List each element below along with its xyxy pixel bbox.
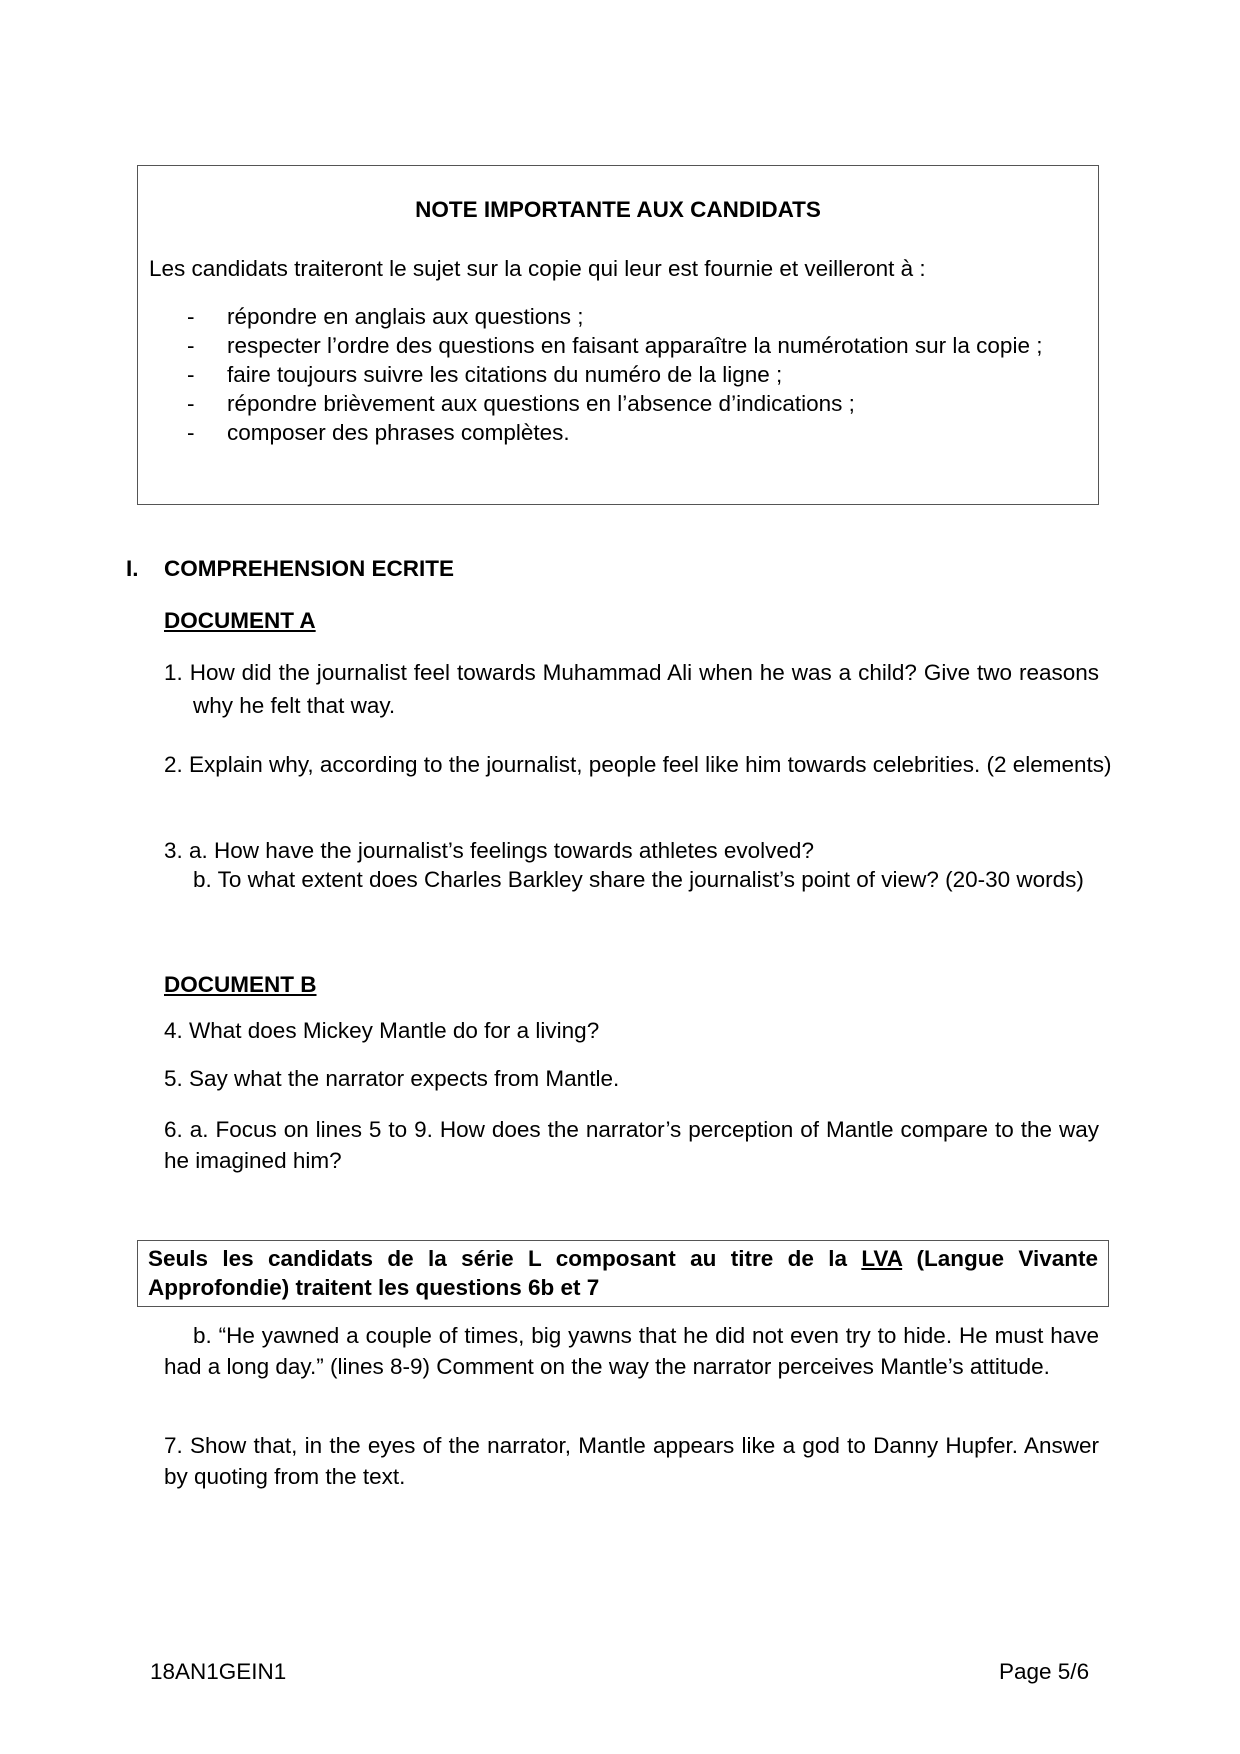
list-item: - faire toujours suivre les citations du numéro de la ligne ; — [187, 362, 783, 387]
note-intro: Les candidats traiteront le sujet sur la copie qui leur est fournie et veilleront à : — [149, 256, 926, 281]
question-5: 5. Say what the narrator expects from Mantle. — [164, 1066, 620, 1091]
note-bullet-list — [187, 302, 1091, 447]
list-item: - répondre brièvement aux questions en l’absence d’indications ; — [187, 391, 855, 416]
document-a-title: DOCUMENT A — [164, 608, 316, 633]
list-item: - répondre en anglais aux questions ; — [187, 304, 584, 329]
question-2: 2. Explain why, according to the journalist, people feel like him towards celebrities. (2 elements) — [164, 752, 1112, 777]
footer-page-number: Page 5/6 — [999, 1659, 1090, 1684]
document-b-title: DOCUMENT B — [164, 972, 317, 997]
section-heading — [126, 554, 454, 583]
section-title: COMPREHENSION ECRITE — [164, 556, 455, 581]
question-3a: 3. a. How have the journalist’s feelings towards athletes evolved? — [164, 838, 814, 863]
question-6a: 6. a. Focus on lines 5 to 9. How does the narrator’s perception of Mantle compare to the way he imagined him? — [164, 1117, 1099, 1173]
footer-code: 18AN1GEIN1 — [150, 1659, 287, 1684]
list-item: - composer des phrases complètes. — [187, 420, 570, 445]
list-item: - respecter l’ordre des questions en faisant apparaître la numérotation sur la copie ; — [187, 333, 1043, 358]
lva-text-after: (Langue Vivante Approfondie) traitent les questions 6b et 7 — [148, 1246, 1098, 1300]
question-1-text: 1. How did the journalist feel towards Muhammad Ali when he was a child? Give two reasons why he felt that way. — [164, 660, 1099, 718]
section-number: I. — [126, 556, 139, 581]
question-7: 7. Show that, in the eyes of the narrator, Mantle appears like a god to Danny Hupfer. Answer by quoting from the text. — [164, 1433, 1099, 1489]
note-box — [137, 165, 1099, 505]
note-title: NOTE IMPORTANTE AUX CANDIDATS — [415, 197, 821, 222]
question-6b: b. “He yawned a couple of times, big yawns that he did not even try to hide. He must have had a long day.” (lines 8-9) Comment on the way the narrator perceives Mantle’s attitude. — [164, 1323, 1099, 1379]
lva-acronym: LVA — [861, 1246, 903, 1271]
lva-text-before: Seuls les candidats de la série L composant au titre de la — [148, 1246, 862, 1271]
question-1 — [164, 656, 1099, 722]
question-4: 4. What does Mickey Mantle do for a living? — [164, 1018, 600, 1043]
lva-notice-box — [137, 1240, 1109, 1307]
question-3b: b. To what extent does Charles Barkley share the journalist’s point of view? (20-30 words) — [193, 867, 1084, 892]
